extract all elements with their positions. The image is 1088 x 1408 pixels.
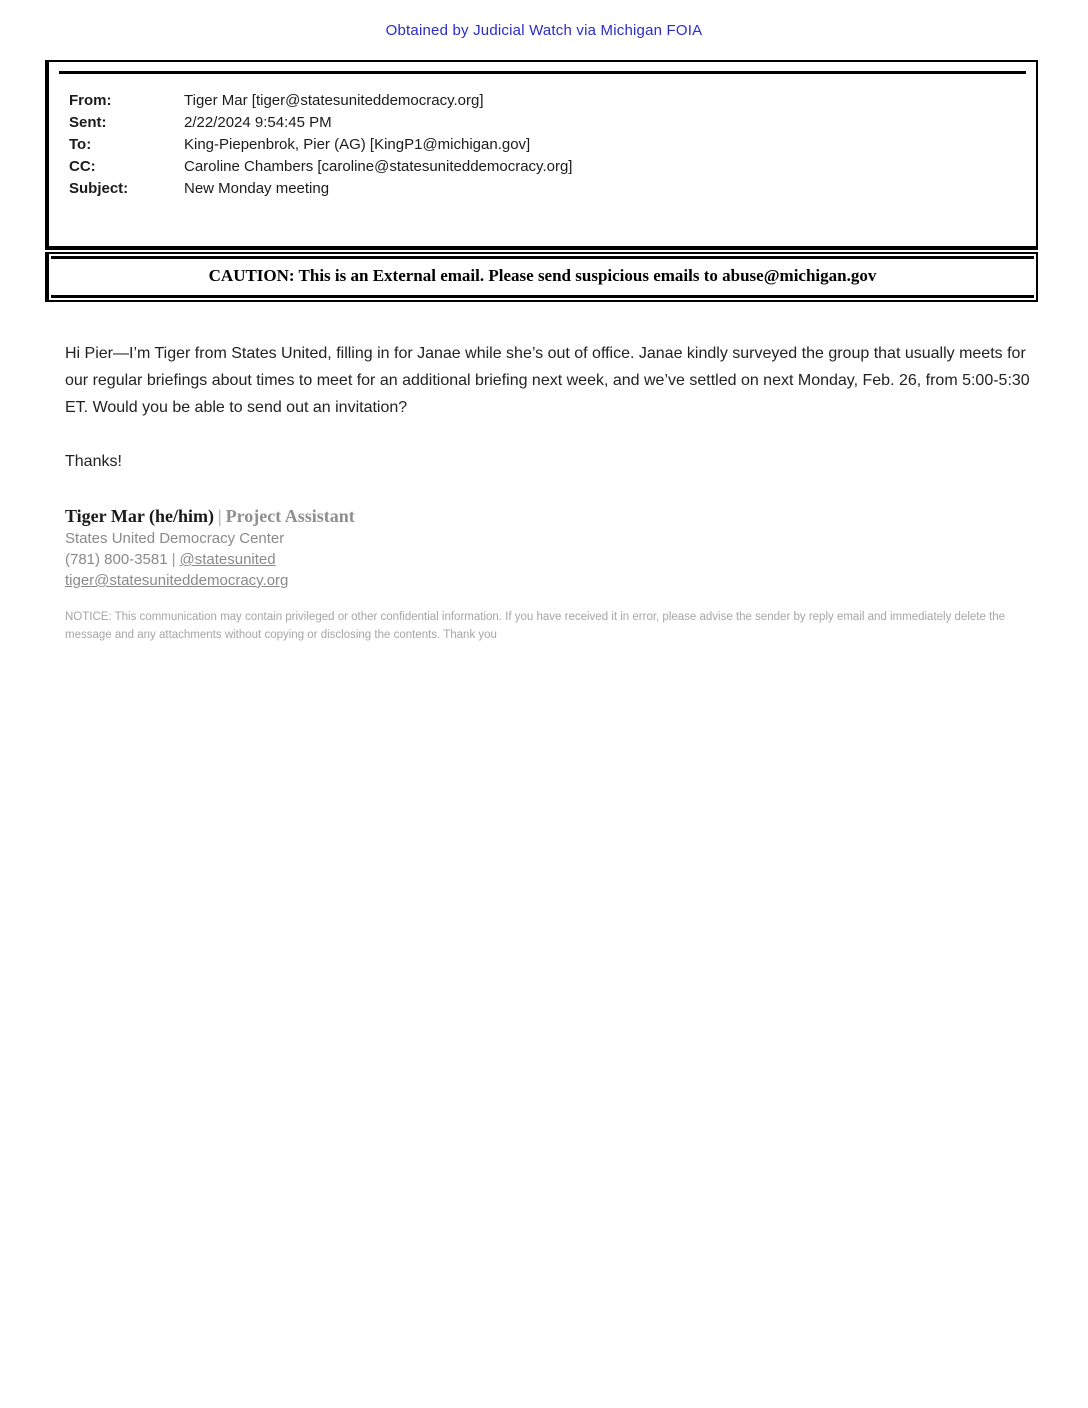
from-value: Tiger Mar [tiger@statesuniteddemocracy.org]	[184, 92, 484, 109]
sent-value: 2/22/2024 9:54:45 PM	[184, 114, 332, 131]
signature-name: Tiger Mar (he/him)	[65, 506, 214, 526]
header-row-sent	[69, 112, 1026, 134]
confidentiality-notice: NOTICE: This communication may contain privileged or other confidential information. If you have received it in error, please advise the sender by reply email and immediately delete the message and any attachments without copying or disclosing the contents. Thank you	[65, 611, 1006, 641]
header-row-subject	[69, 178, 1026, 200]
subject-value: New Monday meeting	[184, 180, 330, 197]
from-label: From:	[69, 92, 112, 109]
email-body-thanks: Thanks!	[65, 453, 122, 470]
to-label: To:	[69, 136, 92, 153]
signature-name-line	[65, 504, 1036, 528]
signature-contact-line	[65, 549, 1036, 570]
signature-social-link[interactable]: @statesunited	[179, 551, 276, 568]
email-signature	[65, 504, 1036, 591]
header-row-from	[69, 90, 1026, 112]
signature-phone: (781) 800-3581	[65, 551, 168, 568]
cc-label: CC:	[69, 158, 96, 175]
signature-separator-1: |	[217, 506, 222, 526]
subject-label: Subject:	[69, 180, 129, 197]
signature-email-link[interactable]: tiger@statesuniteddemocracy.org	[65, 572, 289, 589]
cc-value: Caroline Chambers [caroline@statesuniteddemocracy.org]	[184, 158, 573, 175]
email-body-paragraph: Hi Pier—I’m Tiger from States United, filling in for Janae while she’s out of office. Janae kindly surveyed the group that usually meets for our regular briefings about times to meet for an additional briefing next week, and we’ve settled on next Monday, Feb. 26, from 5:00-5:30 ET. Would you be able to send out an invitation?	[65, 345, 1030, 416]
signature-title: Project Assistant	[225, 506, 355, 526]
email-header-box	[45, 60, 1038, 250]
signature-org: States United Democracy Center	[65, 530, 285, 547]
signature-separator-2: |	[171, 551, 176, 568]
header-row-cc	[69, 156, 1026, 178]
caution-banner	[45, 252, 1038, 302]
to-value: King-Piepenbrok, Pier (AG) [KingP1@michigan.gov]	[184, 136, 531, 153]
sent-label: Sent:	[69, 114, 107, 131]
header-row-to	[69, 134, 1026, 156]
foia-watermark: Obtained by Judicial Watch via Michigan FOIA	[385, 22, 703, 39]
email-header-fields	[49, 74, 1036, 246]
caution-text: CAUTION: This is an External email. Please send suspicious emails to abuse@michigan.gov	[51, 256, 1034, 298]
